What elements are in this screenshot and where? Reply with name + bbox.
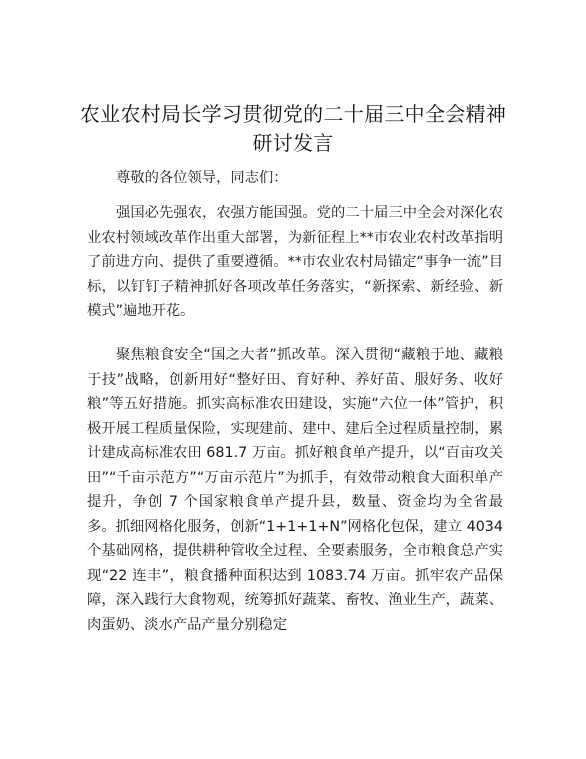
greeting-line: 尊敬的各位领导，同志们： (116, 170, 288, 186)
document-title: 农业农村局长学习贯彻党的二十届三中全会精神研讨发言 (79, 102, 507, 155)
paragraph-food-security: 聚焦粮食安全“国之大者”抓改革。深入贯彻“藏粮于地、藏粮于技”战略，创新用好“整好田、育好种、养好苗、服好务、收好粮”等五好措施。抓实高标准农田建设，实施“六位一体”管护，积极开展工程质量保险，实现建前、建中、建后全过程质量控制，累计建成高标准农田 681.7 万亩。抓好粮食单产提升，以“百亩攻关田”“千亩示范方”“万亩示范片”为抓手，有效带动粮食大面积单产提升，争创 7 个国家粮食单产提升县，数量、资金均为全省最多。抓细网格化服务，创新“1+1+1+N”网格化包保，建立 4034 个基础网格，提供耕种管收全过程、全要素服务，全市粮食总产实现“22 连丰”，粮食播种面积达到 1083.74 万亩。抓牢农产品保障，深入践行大食物观，统筹抓好蔬菜、畜牧、渔业生产，蔬菜、肉蛋奶、淡水产品产量分别稳定 (87, 347, 503, 633)
paragraph-intro: 强国必先强农，农强方能国强。党的二十届三中全会对深化农业农村领域改革作出重大部署，为新征程上**市农业农村改革指明了前进方向、提供了重要遵循。**市农业农村局锚定“事争一流”目标，以钉钉子精神抓好各项改革任务落实，“新探索、新经验、新模式”遍地开花。 (87, 205, 503, 319)
